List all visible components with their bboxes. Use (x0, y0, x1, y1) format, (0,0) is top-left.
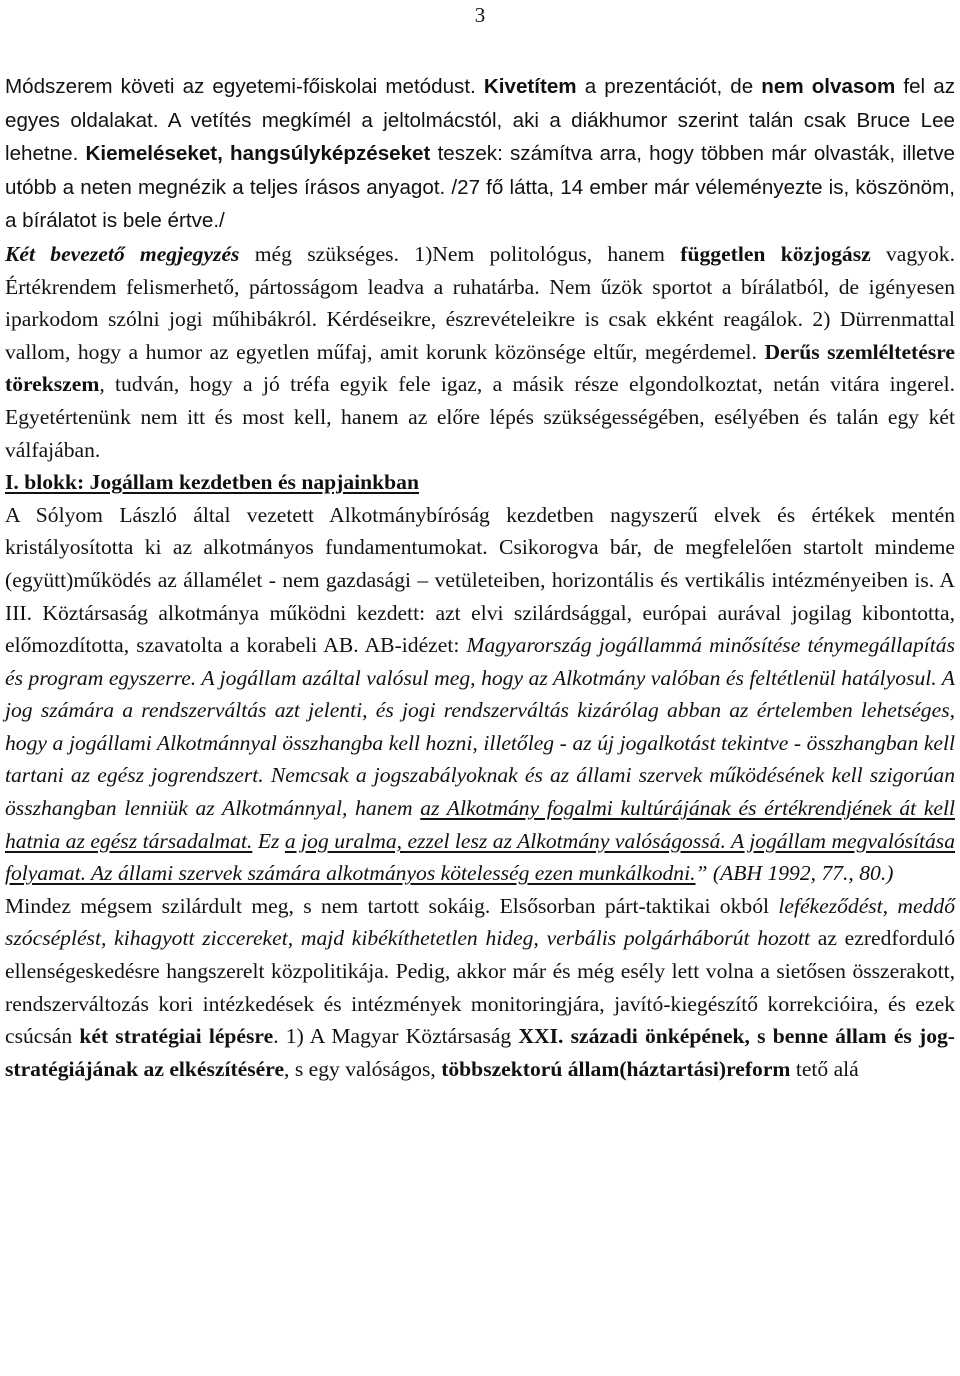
remarks-paragraph: Két bevezető megjegyzés még szükséges. 1)Nem politológus, hanem független közjogász vagyok. Értékrendem felismerhető, pártosságom leadva a ruhatárba. Nem űzök sportot a bírálatból, de igényesen iparkodom szólni jogi műhibákról. Kérdéseikre, észrevételeikre is csak ekként reagálok. 2) Dürrenmattal vallom, hogy a humor az egyetlen műfaj, amit korunk közönsége eltűr, megérdemel. Derűs szemléltetésre törekszem, tudván, hogy a jó tréfa egyik fele igaz, a másik része elgondolkoztat, netán vitára ingerel. Egyetértenünk nem itt és most kell, hanem az előre lépés szükségességében, esélyében és talán egy két válfajában. (5, 241, 955, 462)
document-body (5, 70, 955, 1085)
block-paragraph: A Sólyom László által vezetett Alkotmánybíróság kezdetben nagyszerű elvek és értékek mentén kristályosította ki az alkotmányos fundamentumokat. Csikorogva bár, de megfelelően startolt mindeme (együtt)működés az államélet - nem gazdasági – vetületeiben, horizontális és vertikális intézményeiben is. A III. Köztársaság alkotmánya működni kezdett: azt elvi szilárdsággal, európai aurával jogilag kibontotta, előmozdította, szavatolta a korabeli AB. AB-idézet: Magyarország jogállammá minősítése ténymegállapítás és program egyszerre. A jogállam azáltal valósul meg, hogy az Alkotmány valóban és feltétlenül hatályosul. A jog számára a rendszerváltás azt jelenti, és jogi rendszerváltás kizárólag abban az értelemben lehetséges, hogy a jogállami Alkotmánnyal összhangba kell hozni, illetőleg - az új jogalkotást tekintve - összhangban kell tartani az egész jogrendszert. Nemcsak a jogszabályoknak és az állami szervek működésének kell szigorúan összhangban lenniük az Alkotmánnyal, hanem az Alkotmány fogalmi kultúrájának és értékrendjének át kell hatnia az egész társadalmat. Ez a jog uralma, ezzel lesz az Alkotmány valóságossá. A jogállam megvalósítása folyamat. Az állami szervek számára alkotmányos kötelesség ezen munkálkodni.” (ABH 1992, 77., 80.) (5, 502, 956, 886)
section-heading: I. blokk: Jogállam kezdetben és napjainkban (5, 470, 419, 495)
page-number: 3 (474, 3, 486, 27)
closing-paragraph: Mindez mégsem szilárdult meg, s nem tartott sokáig. Elsősorban párt-taktikai okból lefékeződést, meddő szócséplést, kihagyott ziccereket, majd kibékíthetetlen hideg, verbális polgárháborút hozott az ezredforduló ellenségeskedésre hangszerelt közpolitikája. Pedig, akkor már és még esély lett volna a sietősen összerakott, rendszerváltozás kori intézkedések és intézmények monitoringjára, javító-kiegészítő korrekcióira, és ezek csúcsán két stratégiai lépésre. 1) A Magyar Köztársaság XXI. századi önképének, s benne állam és jog-stratégiájának az elkészítésére, s egy valóságos, többszektorú állam(háztartási)reform tető alá (5, 893, 956, 1081)
ab-quote: Magyarország jogállammá minősítése ténymegállapítás és program egyszerre. A jogállam azáltal valósul meg, hogy az Alkotmány valóban és feltétlenül hatályosul. A jog számára a rendszerváltás azt jelenti, és jogi rendszerváltás kizárólag abban az értelemben lehetséges, hogy a jogállami Alkotmánnyal összhangba kell hozni, illetőleg - az új jogalkotást tekintve - összhangban kell tartani az egész jogrendszert. Nemcsak a jogszabályoknak és az állami szervek működésének kell szigorúan összhangban lenniük az Alkotmánnyal, hanem az Alkotmány fogalmi kultúrájának és értékrendjének át kell hatnia az egész társadalmat. Ez a jog uralma, ezzel lesz az Alkotmány valóságossá. A jogállam megvalósítása folyamat. Az állami szervek számára alkotmányos kötelesség ezen munkálkodni.” (ABH 1992, 77., 80.) (5, 633, 956, 886)
intro-text: Módszerem követi az egyetemi-főiskolai metódust. Kivetítem a prezentációt, de nem olvasom fel az egyes oldalakat. A vetítés megkímél a jeltolmácstól, aki a diákhumor szerint talán csak Bruce Lee lehetne. Kiemeléseket, hangsúlyképzéseket teszek: számítva arra, hogy többen már olvasták, illetve utóbb a neten megnézik a teljes írásos anyagot. /27 fő látta, 14 ember már véleményezte is, köszönöm, a bírálatot is bele értve./ (5, 75, 955, 233)
intro-paragraph (5, 70, 955, 238)
